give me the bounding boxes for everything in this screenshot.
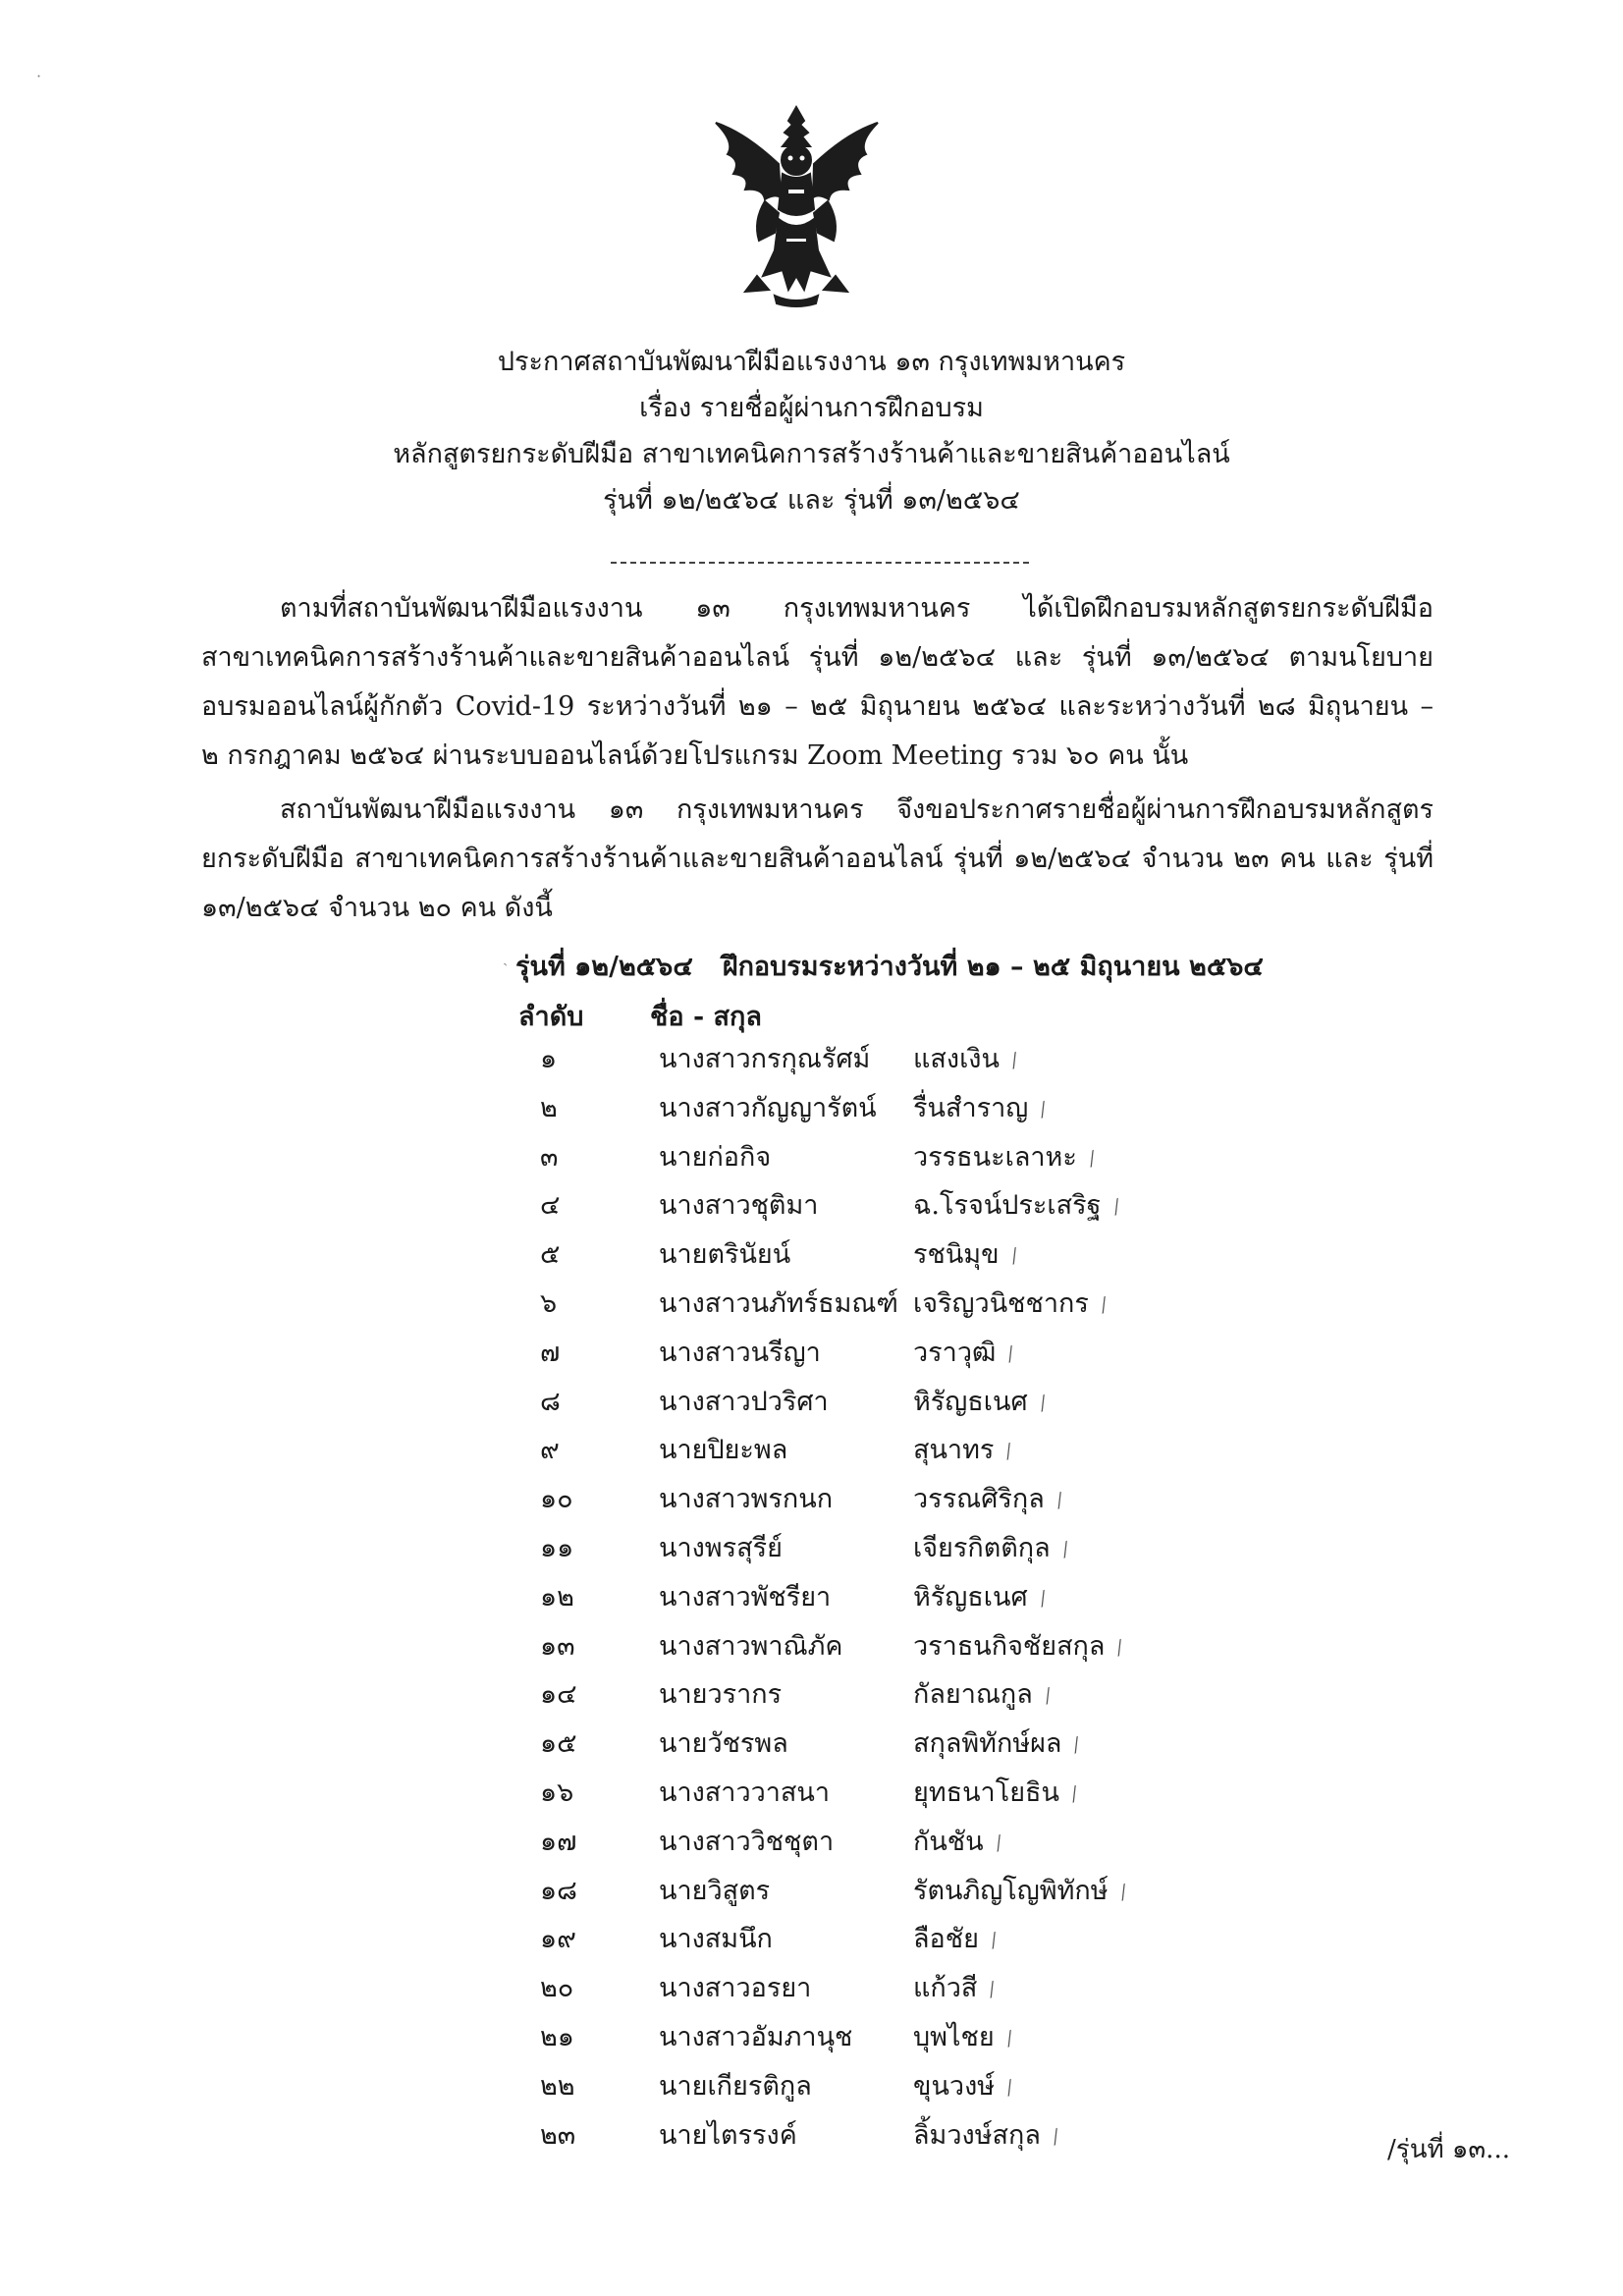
- check-mark-icon: ⁄: [1053, 1489, 1066, 1512]
- first-name: นางสาวอัมภานุช: [659, 2021, 853, 2052]
- table-row: [0, 1280, 1623, 1329]
- last-name-cell: [913, 1670, 1055, 1722]
- last-name: ยุทธนาโยธิน: [913, 1777, 1059, 1808]
- check-mark-icon: ⁄: [1004, 1342, 1018, 1366]
- row-number: ๑๕: [540, 1728, 577, 1760]
- paragraph-line: ตามที่สถาบันพัฒนาฝีมือแรงงาน ๑๓ กรุงเทพมหานคร ได้เปิดฝึกอบรมหลักสูตรยกระดับฝีมือ: [280, 593, 1434, 624]
- first-name: นางสาวพัชรียา: [659, 1581, 832, 1613]
- last-name-cell: [913, 1818, 1005, 1869]
- row-number: ๑๓: [540, 1630, 575, 1662]
- check-mark-icon: ⁄: [1085, 1147, 1099, 1171]
- garuda-emblem-icon: [706, 103, 888, 309]
- last-name: เจริญวนิชชากร: [913, 1287, 1089, 1319]
- row-number: ๑๖: [540, 1777, 574, 1808]
- first-name: นายเกียรติกูล: [659, 2070, 812, 2102]
- last-name: วราวุฒิ: [913, 1337, 997, 1368]
- first-name: นางสาวอรยา: [659, 1973, 812, 2004]
- row-number: ๒๐: [540, 1973, 574, 2004]
- last-name: บุพไชย: [913, 2021, 995, 2052]
- first-name: นายปิยะพล: [659, 1435, 788, 1466]
- last-name-cell: [913, 1524, 1072, 1575]
- check-mark-icon: ⁄: [1002, 2027, 1016, 2050]
- table-row: [0, 1867, 1623, 1916]
- table-row: [0, 2062, 1623, 2111]
- scan-speck: ·: [36, 67, 42, 85]
- last-name-cell: [913, 1378, 1050, 1429]
- first-name: นางสาวนรีญา: [659, 1337, 821, 1368]
- paragraph-line: ๒ กรกฎาคม ๒๕๖๔ ผ่านระบบออนไลน์ด้วยโปรแกรม Zoom Meeting รวม ๖๐ คน นั้น: [201, 740, 1189, 771]
- last-name: กันชัน: [913, 1826, 984, 1857]
- last-name: รัตนภิญโญพิทักษ์: [913, 1875, 1109, 1906]
- first-name: นายวิสูตร: [659, 1875, 771, 1906]
- table-row: [0, 1181, 1623, 1230]
- table-row: [0, 1670, 1623, 1720]
- last-name: ฉ.โรจน์ประเสริฐ: [913, 1190, 1102, 1222]
- last-name: รชนิมุข: [913, 1239, 1000, 1271]
- last-name: ลือชัย: [913, 1924, 979, 1955]
- table-row: [0, 2013, 1623, 2062]
- title-line: เรื่อง รายชื่อผู้ผ่านการฝึกอบรม: [639, 393, 984, 423]
- table-row: [0, 1915, 1623, 1964]
- last-name: แก้วสี: [913, 1973, 978, 2004]
- last-name: สกุลพิทักษ์ผล: [913, 1728, 1062, 1760]
- last-name-cell: [913, 1181, 1123, 1232]
- title-line: ประกาศสถาบันพัฒนาฝีมือแรงงาน ๑๓ กรุงเทพมหานคร: [497, 347, 1126, 377]
- last-name-cell: [913, 1230, 1021, 1282]
- batch-heading: [515, 945, 1264, 987]
- first-name: นางสาวปวริศา: [659, 1386, 829, 1417]
- last-name-cell: [913, 1769, 1081, 1820]
- last-name: สุนาทร: [913, 1435, 995, 1466]
- table-row: [0, 1769, 1623, 1818]
- last-name: วรรธนะเลาหะ: [913, 1141, 1077, 1173]
- paragraph-line: สาขาเทคนิคการสร้างร้านค้าและขายสินค้าออนไลน์ รุ่นที่ ๑๒/๒๕๖๔ และ รุ่นที่ ๑๓/๒๕๖๔ ตามนโยบาย: [201, 642, 1434, 673]
- check-mark-icon: ⁄: [987, 1929, 1001, 1953]
- last-name-cell: [913, 1475, 1066, 1526]
- check-mark-icon: ⁄: [1036, 1392, 1050, 1415]
- check-mark-icon: ⁄: [1116, 1881, 1130, 1904]
- last-name-cell: [913, 1280, 1110, 1331]
- check-mark-icon: ⁄: [992, 1831, 1005, 1855]
- last-name: วราธนกิจชัยสกุล: [913, 1630, 1106, 1662]
- table-row: [0, 1378, 1623, 1427]
- last-name: หิรัญธเนศ: [913, 1581, 1028, 1613]
- row-number: ๑๐: [540, 1484, 573, 1515]
- table-row: [0, 1133, 1623, 1182]
- table-row: [0, 1622, 1623, 1671]
- last-name: แสงเงิน: [913, 1044, 1000, 1074]
- first-name: นางพรสุรีย์: [659, 1532, 783, 1563]
- last-name: หิรัญธเนศ: [913, 1386, 1028, 1417]
- row-number: ๒๒: [540, 2070, 575, 2102]
- last-name-cell: [913, 1573, 1050, 1624]
- row-number: ๑: [540, 1044, 558, 1074]
- last-name-cell: [913, 1720, 1084, 1771]
- first-name: นางสมนึก: [659, 1924, 773, 1955]
- table-row: [0, 1230, 1623, 1280]
- row-number: ๒๑: [540, 2021, 574, 2052]
- row-number: ๑๔: [540, 1679, 577, 1711]
- check-mark-icon: ⁄: [986, 1978, 1000, 2001]
- scan-speck: ˏ: [503, 948, 509, 966]
- first-name: นางสาวชุติมา: [659, 1190, 819, 1222]
- table-row: [0, 1720, 1623, 1769]
- title-line: รุ่นที่ ๑๒/๒๕๖๔ และ รุ่นที่ ๑๓/๒๕๖๔: [603, 485, 1020, 516]
- column-header-number: ลำดับ: [518, 1002, 584, 1032]
- last-name-cell: [913, 1867, 1130, 1918]
- last-name-cell: [913, 1133, 1099, 1184]
- first-name: นายไตรรงค์: [659, 2119, 797, 2151]
- check-mark-icon: ⁄: [1058, 1538, 1072, 1561]
- first-name: นางสาววิชชุตา: [659, 1826, 835, 1857]
- first-name: นายตรินัยน์: [659, 1239, 791, 1271]
- table-row: [0, 1818, 1623, 1867]
- row-number: ๑๒: [540, 1581, 574, 1613]
- row-number: ๑๘: [540, 1875, 577, 1906]
- table-row: [0, 1964, 1623, 2013]
- row-number: ๒๓: [540, 2119, 576, 2151]
- title-divider: [611, 562, 1029, 564]
- table-row: [0, 1475, 1623, 1524]
- paragraph-intro: [201, 584, 1434, 781]
- first-name: นางสาวนภัทร์ธมณฑ์: [659, 1287, 898, 1319]
- last-name: กัลยาณกูล: [913, 1679, 1033, 1711]
- paragraph-line: อบรมออนไลน์ผู้กักตัว Covid-19 ระหว่างวันที่ ๒๑ – ๒๕ มิถุนายน ๒๕๖๔ และระหว่างวันที่ ๒๘ มิถุนายน –: [201, 691, 1434, 722]
- paragraph-announcement: [201, 786, 1434, 933]
- last-name-cell: [913, 2111, 1062, 2162]
- first-name: นางสาวกรกุณรัศม์: [659, 1044, 871, 1074]
- last-name: ลิ้มวงษ์สกุล: [913, 2119, 1041, 2151]
- check-mark-icon: ⁄: [1067, 1782, 1081, 1806]
- last-name: ขุนวงษ์: [913, 2070, 996, 2102]
- check-mark-icon: ⁄: [1049, 2125, 1062, 2149]
- check-mark-icon: ⁄: [1113, 1636, 1127, 1660]
- first-name: นายก่อกิจ: [659, 1141, 772, 1173]
- table-row: [0, 1524, 1623, 1573]
- first-name: นายวัชรพล: [659, 1728, 788, 1760]
- check-mark-icon: ⁄: [1036, 1587, 1050, 1611]
- batch-period: ฝึกอบรมระหว่างวันที่ ๒๑ – ๒๕ มิถุนายน ๒๕๖๔: [722, 952, 1264, 982]
- row-number: ๔: [540, 1190, 561, 1222]
- first-name: นางสาวพรกนก: [659, 1484, 834, 1515]
- table-row: [0, 2111, 1623, 2160]
- last-name: เจียรกิตติกุล: [913, 1532, 1051, 1563]
- column-header-name: ชื่อ - สกุล: [650, 1002, 762, 1032]
- last-name-cell: [913, 2062, 1016, 2113]
- row-number: ๖: [540, 1287, 558, 1319]
- table-row: [0, 1084, 1623, 1133]
- last-name-cell: [913, 1622, 1127, 1673]
- continued-note: /รุ่นที่ ๑๓...: [1387, 2135, 1510, 2164]
- check-mark-icon: ⁄: [1007, 1049, 1021, 1072]
- last-name-cell: [913, 1084, 1051, 1135]
- last-name: รื่นสำราญ: [913, 1092, 1029, 1123]
- table-row: [0, 1035, 1623, 1084]
- announcement-title: [0, 339, 1623, 523]
- batch-number: รุ่นที่ ๑๒/๒๕๖๔: [515, 952, 693, 982]
- last-name: วรรณศิริกุล: [913, 1484, 1045, 1515]
- check-mark-icon: ⁄: [1002, 2076, 1016, 2100]
- paragraph-line: ๑๓/๒๕๖๔ จำนวน ๒๐ คน ดังนี้: [201, 893, 553, 923]
- row-number: ๑๗: [540, 1826, 577, 1857]
- last-name-cell: [913, 1035, 1021, 1086]
- row-number: ๒: [540, 1092, 558, 1123]
- last-name-cell: [913, 1426, 1016, 1477]
- check-mark-icon: ⁄: [1041, 1684, 1055, 1709]
- title-line: หลักสูตรยกระดับฝีมือ สาขาเทคนิคการสร้างร้านค้าและขายสินค้าออนไลน์: [393, 439, 1230, 469]
- row-number: ๓: [540, 1141, 559, 1173]
- row-number: ๗: [540, 1337, 561, 1368]
- paragraph-line: สถาบันพัฒนาฝีมือแรงงาน ๑๓ กรุงเทพมหานคร จึงขอประกาศรายชื่อผู้ผ่านการฝึกอบรมหลักสูตร: [280, 794, 1434, 825]
- first-name: นางสาวกัญญารัตน์: [659, 1092, 877, 1123]
- first-name: นายวรากร: [659, 1679, 783, 1711]
- last-name-cell: [913, 1329, 1018, 1380]
- table-row: [0, 1426, 1623, 1475]
- first-name: นางสาวพาณิภัค: [659, 1630, 843, 1662]
- table-row: [0, 1573, 1623, 1622]
- last-name-cell: [913, 1915, 1001, 1966]
- last-name-cell: [913, 1964, 1000, 2015]
- check-mark-icon: ⁄: [1109, 1195, 1123, 1220]
- check-mark-icon: ⁄: [1097, 1293, 1110, 1317]
- check-mark-icon: ⁄: [1036, 1098, 1051, 1121]
- check-mark-icon: ⁄: [1002, 1440, 1016, 1464]
- row-number: ๙: [540, 1435, 560, 1466]
- first-name: นางสาววาสนา: [659, 1777, 831, 1808]
- paragraph-line: ยกระดับฝีมือ สาขาเทคนิคการสร้างร้านค้าและขายสินค้าออนไลน์ รุ่นที่ ๑๒/๒๕๖๔ จำนวน ๒๓ คน และ รุ่นที่: [201, 844, 1434, 874]
- check-mark-icon: ⁄: [1007, 1244, 1021, 1268]
- table-row: [0, 1329, 1623, 1378]
- last-name-cell: [913, 2013, 1016, 2064]
- row-number: ๘: [540, 1386, 561, 1417]
- row-number: ๑๙: [540, 1924, 576, 1955]
- row-number: ๑๑: [540, 1532, 574, 1563]
- trainee-list: [0, 1035, 1623, 2159]
- check-mark-icon: ⁄: [1070, 1733, 1084, 1757]
- row-number: ๕: [540, 1239, 561, 1271]
